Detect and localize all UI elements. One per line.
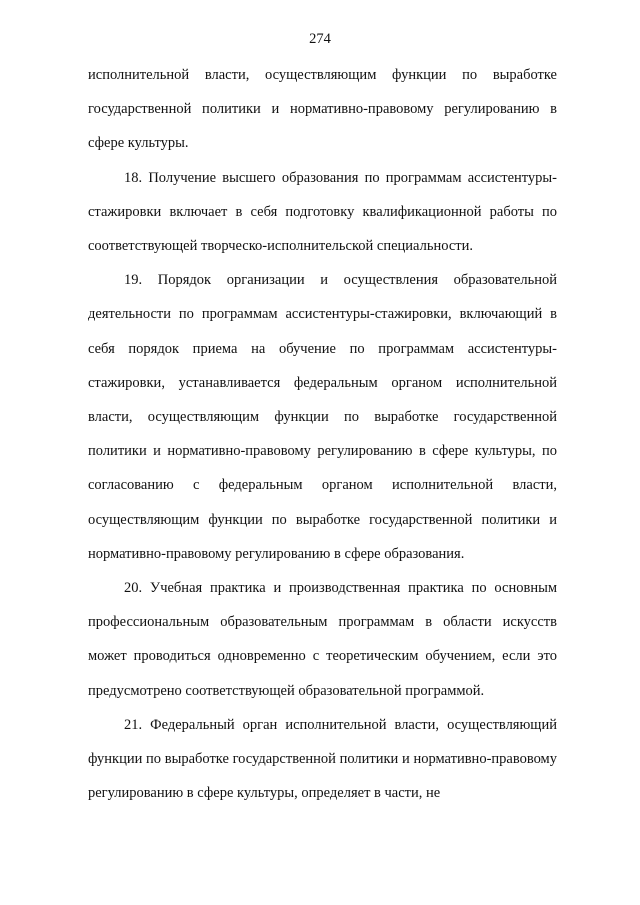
paragraph-continuation: исполнительной власти, осуществляющим функции по выработке государственной политики и нормативно-правовому регулированию в сфере культуры. (88, 67, 557, 152)
paragraph-18: 18. Получение высшего образования по программам ассистентуры-стажировки включает в себя подготовку квалификационной работы по соответствующей творческо-исполнительской специальности. (88, 169, 557, 255)
paragraph-20: 20. Учебная практика и производственная практика по основным профессиональным образовательным программам в области искусств может проводиться одновременно с теоретическим обучением, если это предусмотрено соответствующей образовательной программой. (88, 580, 557, 699)
page-number: 274 (309, 31, 331, 47)
paragraph-21: 21. Федеральный орган исполнительной власти, осуществляющий функции по выработке государственной политики и нормативно-правовому регулированию в сфере культуры, определяет в части, не (88, 716, 557, 802)
paragraph-19: 19. Порядок организации и осуществления образовательной деятельности по программам ассистентуры-стажировки, включающий в себя порядок приема на обучение по программам ассистентуры-стажировки, устанавливается федеральным органом исполнительной власти, осуществляющим функции по выработке государственной политики и нормативно-правовому регулированию в сфере культуры, по согласованию с федеральным органом исполнительной власти, осуществляющим функции по выработке государственной политики и нормативно-правовому регулированию в сфере образования. (88, 272, 557, 562)
document-body (88, 58, 557, 810)
